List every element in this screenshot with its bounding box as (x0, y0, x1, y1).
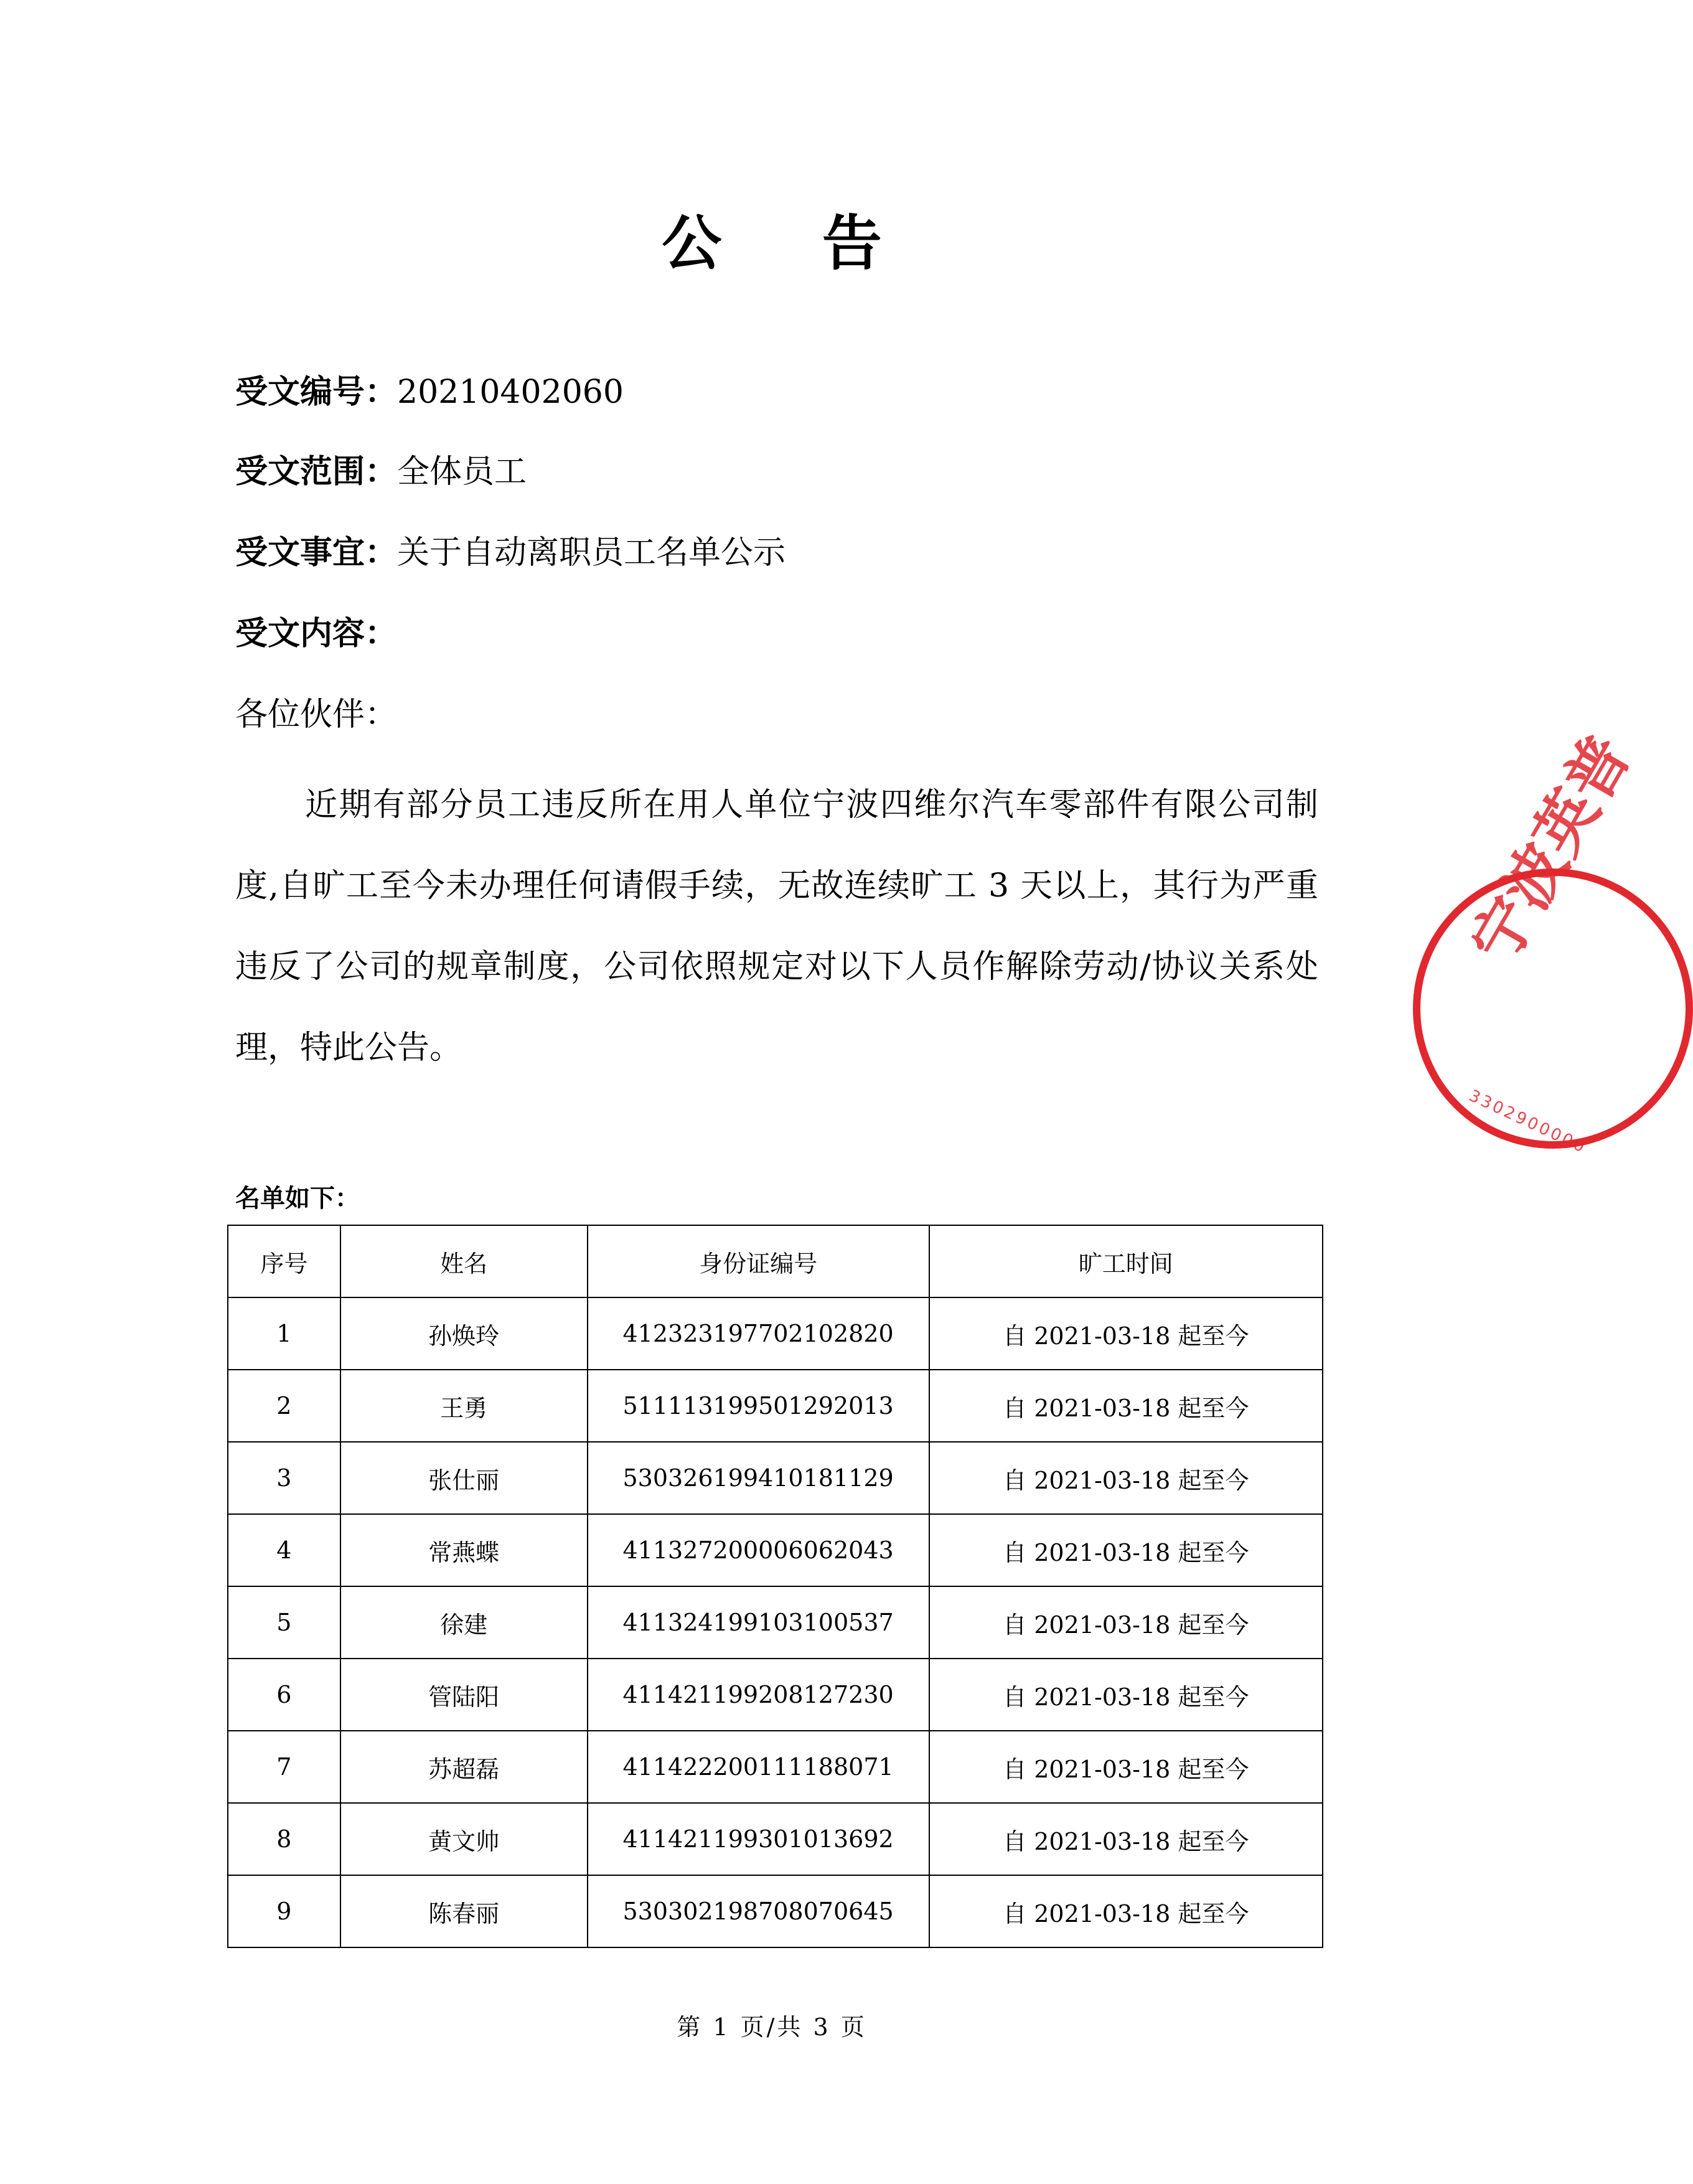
cell-index: 1 (228, 1297, 340, 1370)
header-absence-time: 旷工时间 (929, 1225, 1323, 1297)
cell-id-number: 511113199501292013 (588, 1370, 929, 1442)
cell-name: 张仕丽 (340, 1442, 588, 1514)
cell-id-number: 411422200111188071 (588, 1731, 929, 1803)
header-name: 姓名 (340, 1225, 588, 1297)
cell-absence-time: 自 2021-03-18 起至今 (929, 1803, 1323, 1875)
cell-id-number: 530302198708070645 (588, 1875, 929, 1947)
table-row (228, 1514, 1323, 1586)
field-value: 全体员工 (397, 453, 527, 491)
cell-name: 苏超磊 (340, 1731, 588, 1803)
page-footer: 第 1 页/共 3 页 (677, 2013, 867, 2041)
cell-index: 4 (228, 1514, 340, 1586)
cell-name: 管陆阳 (340, 1659, 588, 1731)
cell-absence-time: 自 2021-03-18 起至今 (929, 1370, 1323, 1442)
cell-index: 7 (228, 1731, 340, 1803)
cell-name: 王勇 (340, 1370, 588, 1442)
table-row (228, 1659, 1323, 1731)
cell-name: 孙焕玲 (340, 1297, 588, 1370)
cell-name: 常燕蝶 (340, 1514, 588, 1586)
field-scope (235, 453, 527, 491)
employee-table (227, 1225, 1323, 1948)
cell-id-number: 411327200006062043 (588, 1514, 929, 1586)
header-index: 序号 (228, 1225, 340, 1297)
table-row (228, 1370, 1323, 1442)
field-label: 受文编号： (235, 374, 398, 411)
table-row (228, 1586, 1323, 1659)
seal-text: 宁波英普 (1457, 723, 1645, 976)
table-row (228, 1731, 1323, 1803)
cell-name: 徐建 (340, 1586, 588, 1659)
table-row (228, 1297, 1323, 1370)
seal-number: 3302900000 (1466, 1086, 1590, 1158)
table-row (228, 1803, 1323, 1875)
cell-id-number: 411324199103100537 (588, 1586, 929, 1659)
cell-index: 3 (228, 1442, 340, 1514)
field-label: 受文范围： (235, 453, 398, 491)
header-id-number: 身份证编号 (588, 1225, 929, 1297)
cell-absence-time: 自 2021-03-18 起至今 (929, 1514, 1323, 1586)
cell-index: 2 (228, 1370, 340, 1442)
field-label: 受文内容： (235, 615, 398, 652)
cell-absence-time: 自 2021-03-18 起至今 (929, 1659, 1323, 1731)
cell-absence-time: 自 2021-03-18 起至今 (929, 1442, 1323, 1514)
cell-index: 6 (228, 1659, 340, 1731)
cell-id-number: 530326199410181129 (588, 1442, 929, 1514)
cell-id-number: 411421199301013692 (588, 1803, 929, 1875)
cell-name: 陈春丽 (340, 1875, 588, 1947)
cell-absence-time: 自 2021-03-18 起至今 (929, 1297, 1323, 1370)
cell-absence-time: 自 2021-03-18 起至今 (929, 1586, 1323, 1659)
field-subject (235, 534, 786, 572)
cell-absence-time: 自 2021-03-18 起至今 (929, 1731, 1323, 1803)
cell-index: 5 (228, 1586, 340, 1659)
cell-id-number: 411421199208127230 (588, 1659, 929, 1731)
field-value: 20210402060 (397, 374, 624, 411)
cell-index: 8 (228, 1803, 340, 1875)
company-seal (1413, 723, 1693, 1158)
field-content (235, 615, 397, 652)
table-row (228, 1442, 1323, 1514)
field-document-number (235, 374, 624, 411)
cell-id-number: 412323197702102820 (588, 1297, 929, 1370)
list-caption: 名单如下： (235, 1184, 360, 1213)
document-title: 公 告 (662, 209, 922, 278)
table-header-row (228, 1225, 1323, 1297)
field-label: 受文事宜： (235, 534, 398, 572)
cell-index: 9 (228, 1875, 340, 1947)
field-value: 关于自动离职员工名单公示 (397, 534, 786, 572)
announcement-body: 近期有部分员工违反所在用人单位宁波四维尔汽车零部件有限公司制度,自旷工至今未办理任何请假手续，无故连续旷工 3 天以上，其行为严重违反了公司的规章制度，公司依照规定对以下人员作解除劳动/协议关系处理，特此公告。 (235, 786, 1318, 1066)
cell-name: 黄文帅 (340, 1803, 588, 1875)
greeting: 各位伙伴： (235, 696, 398, 733)
cell-absence-time: 自 2021-03-18 起至今 (929, 1875, 1323, 1947)
table-row (228, 1875, 1323, 1947)
